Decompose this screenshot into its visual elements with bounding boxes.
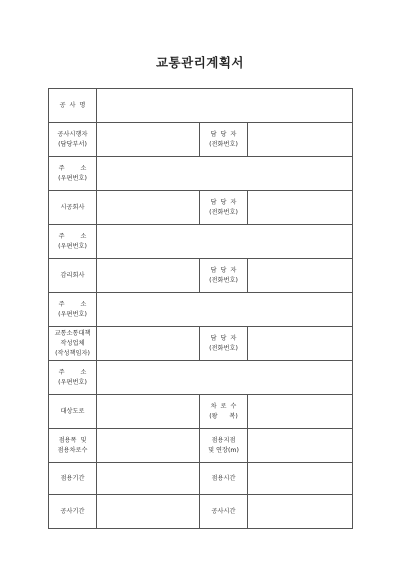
field-label-line: 담 당 자 xyxy=(210,130,237,138)
field-label xyxy=(49,225,97,259)
field-label xyxy=(49,495,97,529)
field-value[interactable] xyxy=(97,429,200,463)
field-label-line: 점용폭 및 xyxy=(58,436,87,444)
field-label xyxy=(49,259,97,293)
field-value[interactable] xyxy=(97,395,200,429)
field-value[interactable] xyxy=(97,259,200,293)
form-row xyxy=(49,123,353,157)
field-label-secondary xyxy=(200,259,248,293)
field-label-line: 점용차로수 xyxy=(57,446,88,454)
field-label-line: (작성책임자) xyxy=(55,349,90,357)
field-label-secondary xyxy=(200,463,248,495)
field-label-line: (우편번호) xyxy=(58,242,87,250)
field-value-secondary[interactable] xyxy=(248,259,353,293)
field-label xyxy=(49,293,97,327)
field-label-line: (전화번호) xyxy=(209,276,238,284)
form-row xyxy=(49,157,353,191)
field-label-line: 공 사 명 xyxy=(59,101,86,109)
field-label-line: 작성업체 xyxy=(60,339,85,347)
field-value-secondary[interactable] xyxy=(248,495,353,529)
field-label-line: 담 당 자 xyxy=(210,198,237,206)
field-value-secondary[interactable] xyxy=(248,327,353,361)
field-label-line: (우편번호) xyxy=(58,174,87,182)
field-value-secondary[interactable] xyxy=(248,463,353,495)
field-label-line: 주 소 xyxy=(58,164,87,172)
form-row xyxy=(49,327,353,361)
field-label xyxy=(49,395,97,429)
field-label-line: 담 당 자 xyxy=(210,266,237,274)
field-value[interactable] xyxy=(97,361,353,395)
form-row xyxy=(49,429,353,463)
field-label xyxy=(49,191,97,225)
field-label-line: 주 소 xyxy=(58,232,87,240)
form-title: 교통관리계획서 xyxy=(155,55,245,70)
traffic-plan-form xyxy=(48,88,353,529)
field-label-line: 차 로 수 xyxy=(210,402,237,410)
field-label-line: (우편번호) xyxy=(58,378,87,386)
field-value-secondary[interactable] xyxy=(248,395,353,429)
field-label xyxy=(49,327,97,361)
field-label-line: 및 연장(m) xyxy=(208,446,239,454)
field-value[interactable] xyxy=(97,225,353,259)
field-label-line: (왕 복) xyxy=(209,412,238,420)
field-value-secondary[interactable] xyxy=(248,123,353,157)
field-label-line: 감리회사 xyxy=(60,271,85,279)
form-row xyxy=(49,259,353,293)
field-label-line: 공사시행자 xyxy=(57,130,88,138)
field-label-line: (전화번호) xyxy=(209,208,238,216)
field-label-line: (우편번호) xyxy=(58,310,87,318)
field-value[interactable] xyxy=(97,191,200,225)
field-label-line: 주 소 xyxy=(58,300,87,308)
form-row xyxy=(49,395,353,429)
field-label xyxy=(49,429,97,463)
form-row xyxy=(49,191,353,225)
field-label-line: 시공회사 xyxy=(60,203,85,211)
field-label-secondary xyxy=(200,429,248,463)
field-label-line: 대상도로 xyxy=(60,407,85,415)
field-label xyxy=(49,123,97,157)
field-label-secondary xyxy=(200,327,248,361)
field-label-line: (전화번호) xyxy=(209,344,238,352)
field-label-line: 주 소 xyxy=(58,368,87,376)
field-label-line: 점용지점 xyxy=(211,436,236,444)
field-label xyxy=(49,463,97,495)
field-label-line: 점용기간 xyxy=(60,474,85,482)
field-value[interactable] xyxy=(97,157,353,191)
field-label-secondary xyxy=(200,191,248,225)
form-row xyxy=(49,293,353,327)
field-label-line: 점용시간 xyxy=(211,474,236,482)
field-label-line: (전화번호) xyxy=(209,140,238,148)
field-label xyxy=(49,89,97,123)
field-label-secondary xyxy=(200,395,248,429)
form-row xyxy=(49,89,353,123)
field-label xyxy=(49,361,97,395)
field-value-secondary[interactable] xyxy=(248,191,353,225)
form-row xyxy=(49,361,353,395)
field-label-secondary xyxy=(200,123,248,157)
field-label xyxy=(49,157,97,191)
field-value[interactable] xyxy=(97,293,353,327)
field-value-secondary[interactable] xyxy=(248,429,353,463)
field-label-line: 공사기간 xyxy=(60,507,85,515)
field-value[interactable] xyxy=(97,123,200,157)
field-value[interactable] xyxy=(97,327,200,361)
field-value[interactable] xyxy=(97,495,200,529)
field-label-line: (담당부서) xyxy=(58,140,87,148)
field-label-secondary xyxy=(200,495,248,529)
form-row xyxy=(49,463,353,495)
field-value[interactable] xyxy=(97,89,353,123)
field-label-line: 교통소통대책 xyxy=(54,329,91,337)
form-row xyxy=(49,225,353,259)
form-row xyxy=(49,495,353,529)
field-value[interactable] xyxy=(97,463,200,495)
field-label-line: 담 당 자 xyxy=(210,334,237,342)
field-label-line: 공사시간 xyxy=(211,507,236,515)
